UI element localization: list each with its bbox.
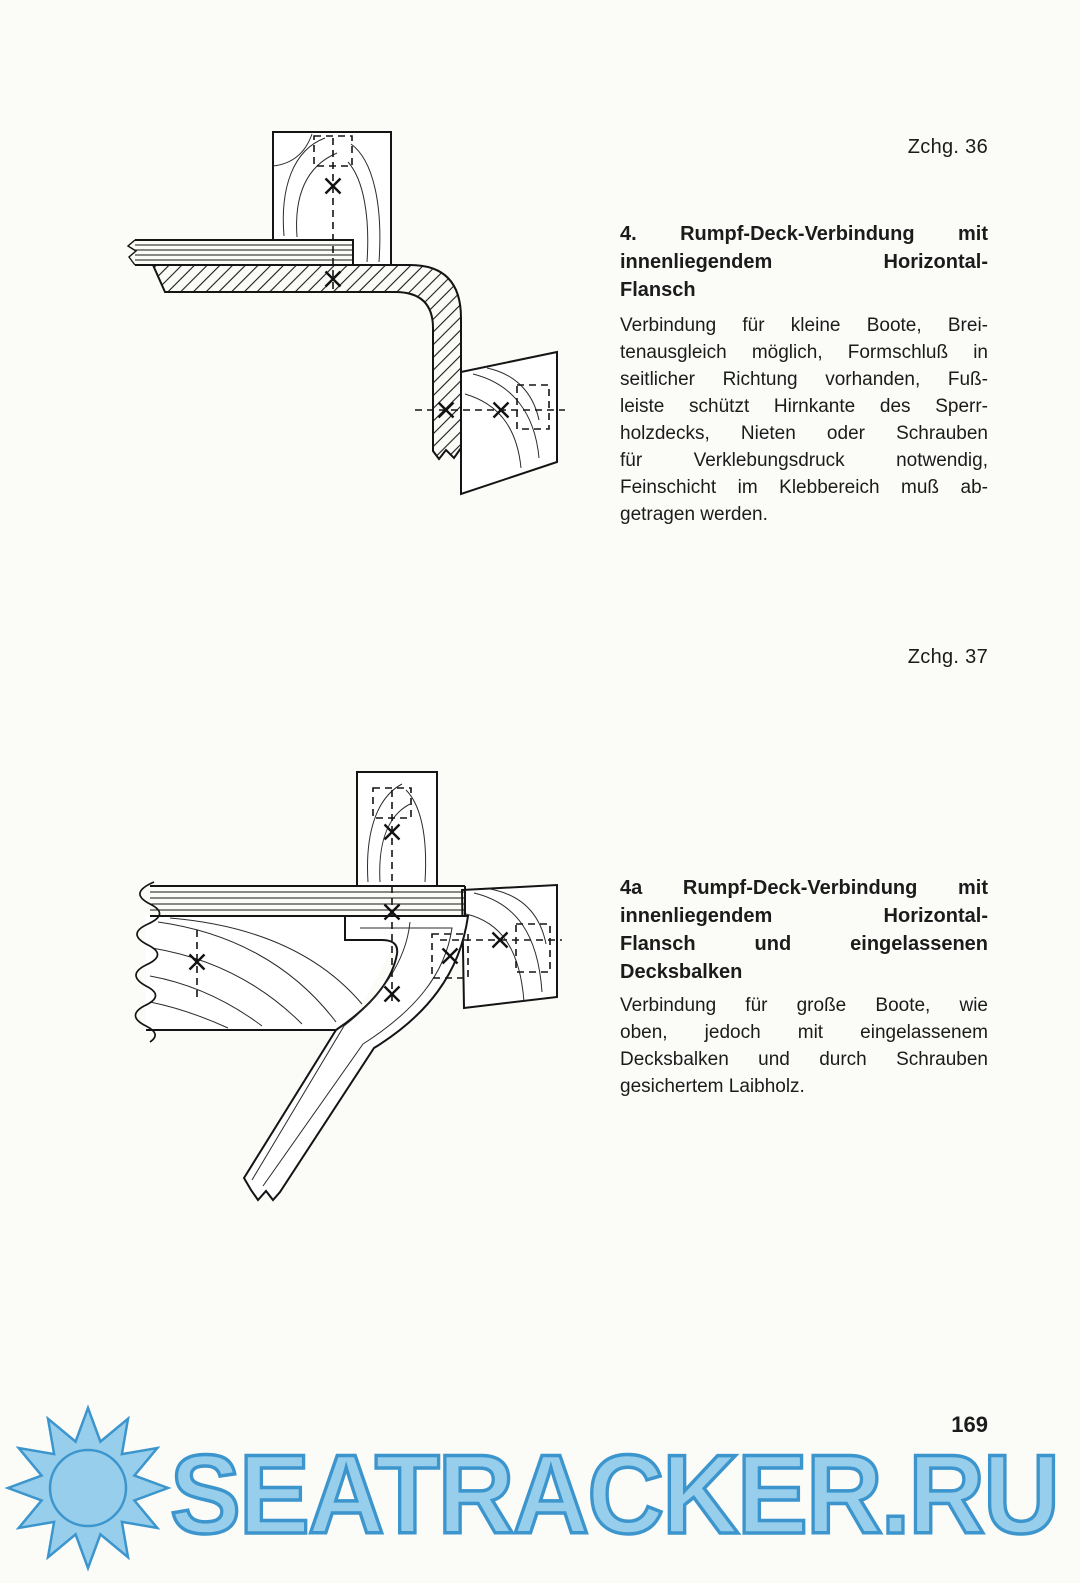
watermark-sun-icon bbox=[8, 1408, 168, 1568]
text-line: Verbindung für kleine Boote, Brei- bbox=[620, 315, 988, 336]
text-line: innenliegendem Horizontal- bbox=[620, 905, 988, 927]
text-line: 4a Rumpf-Deck-Verbindung mit bbox=[620, 877, 988, 899]
text-line: seitlicher Richtung vorhanden, Fuß- bbox=[620, 369, 988, 390]
figure-label-zchg37: Zchg. 37 bbox=[907, 646, 988, 668]
text-line: Feinschicht im Klebbereich muß ab- bbox=[620, 477, 988, 498]
page-number: 169 bbox=[951, 1412, 988, 1437]
text-line: tenausgleich möglich, Formschluß in bbox=[620, 342, 988, 363]
cabin-post-section bbox=[357, 772, 437, 886]
hull-flange-section bbox=[153, 265, 461, 459]
figure2-body bbox=[620, 992, 988, 1100]
foot-strip-section bbox=[461, 352, 557, 494]
text-line: holzdecks, Nieten oder Schrauben bbox=[620, 423, 988, 444]
watermark bbox=[0, 1392, 1080, 1582]
text-line: 4. Rumpf-Deck-Verbindung mit bbox=[620, 223, 988, 245]
laibholz-section bbox=[462, 885, 557, 1008]
text-line: für Verklebungsdruck notwendig, bbox=[620, 450, 988, 471]
text-line: Flansch und eingelassenen bbox=[620, 933, 988, 955]
watermark-text: SEATRACKER.RU bbox=[170, 1432, 1058, 1557]
text-line: Decksbalken und durch Schrauben bbox=[620, 1049, 988, 1070]
text-line: Decksbalken bbox=[620, 961, 743, 983]
figure-label-zchg36: Zchg. 36 bbox=[907, 136, 988, 158]
figure1-body bbox=[620, 312, 988, 528]
text-line: leiste schützt Hirnkante des Sperr- bbox=[620, 396, 988, 417]
text-line: gesichertem Laibholz. bbox=[620, 1076, 805, 1097]
text-line: innenliegendem Horizontal- bbox=[620, 251, 988, 273]
text-line: getragen werden. bbox=[620, 504, 768, 525]
technical-drawing-zchg36 bbox=[115, 122, 575, 502]
text-line: oben, jedoch mit eingelassenem bbox=[620, 1022, 988, 1043]
deck-laminate-section bbox=[128, 240, 353, 265]
figure1-heading bbox=[620, 220, 988, 304]
text-line: Verbindung für große Boote, wie bbox=[620, 995, 988, 1016]
text-line: Flansch bbox=[620, 279, 696, 301]
deck-laminate-section bbox=[150, 886, 465, 916]
figure2-heading bbox=[620, 874, 988, 986]
technical-drawing-zchg37 bbox=[110, 762, 580, 1232]
